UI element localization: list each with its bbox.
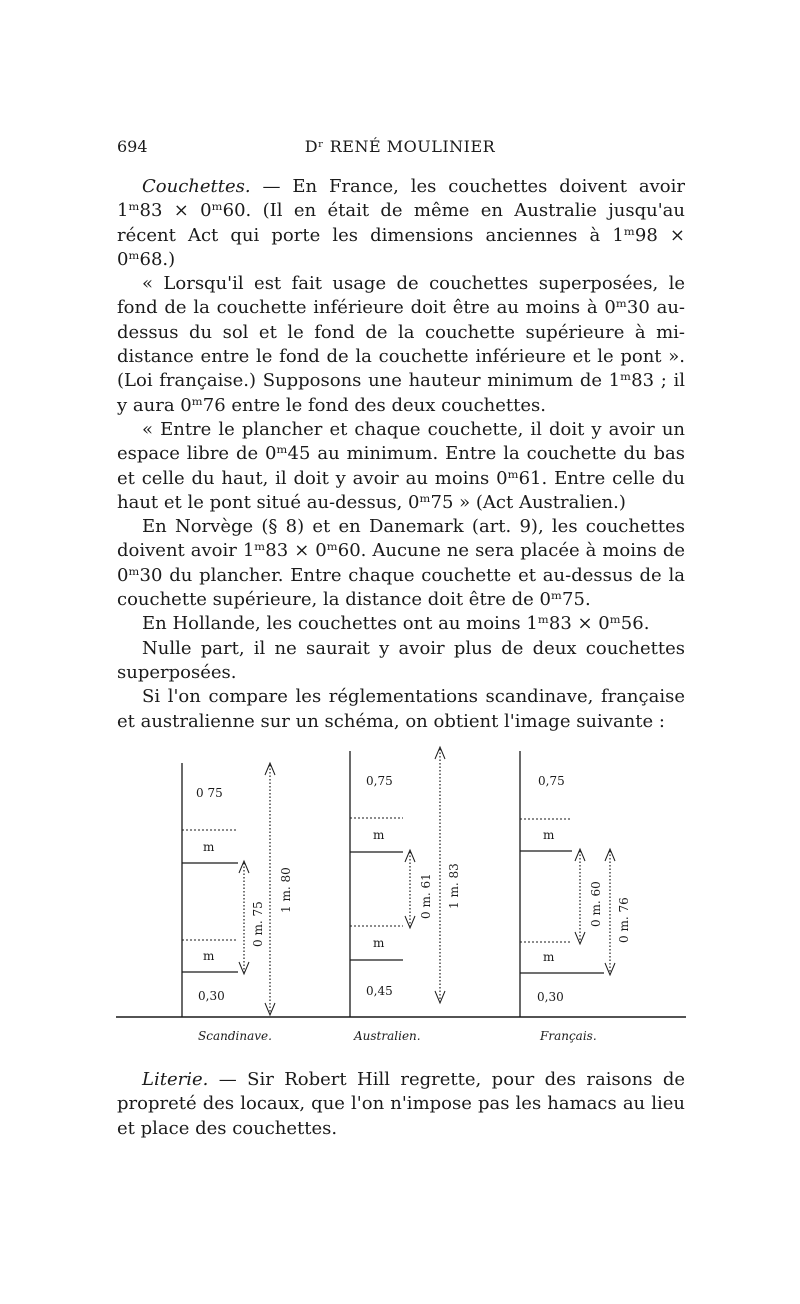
section-heading-couchettes: Couchettes. xyxy=(142,176,251,197)
dimension-label: 0 75 xyxy=(196,786,223,800)
paragraph: Nulle part, il ne saurait y avoir plus de deux couchettes superposées. xyxy=(117,637,685,683)
paragraph-text: — En France, les couchettes doivent avoir 1ᵐ83 × 0ᵐ60. (Il en était de même en Australie jusqu'au récent Act qui porte les dimensions anciennes à 1ᵐ98 × 0ᵐ68.) xyxy=(117,176,685,270)
paragraph-literie xyxy=(117,1068,685,1141)
bunk-label: m xyxy=(543,950,555,964)
dimension-label: 0 m. 61 xyxy=(419,873,433,919)
paragraph: « Lorsqu'il est fait usage de couchettes superposées, le fond de la couchette inférieure doit être au moins à 0ᵐ30 au-dessus du sol et le fond de la couchette supérieure à mi-distance entre le fond de la couchette inférieure et le pont ». (Loi française.) Supposons une hauteur minimum de 1ᵐ83 ; il y aura 0ᵐ76 entre le fond des deux couchettes. xyxy=(117,273,685,416)
arrowhead xyxy=(575,932,585,944)
section-heading-literie: Literie. xyxy=(142,1069,209,1090)
dimension-label: 0 m. 60 xyxy=(589,881,603,927)
paragraph: En Hollande, les couchettes ont au moins 1ᵐ83 × 0ᵐ56. xyxy=(142,613,650,635)
dimension-label: 0 m. 75 xyxy=(251,901,265,947)
schema-panel-scandinave xyxy=(182,763,293,1043)
dimension-label: 1 m. 83 xyxy=(447,863,461,909)
bunk-label: m xyxy=(373,936,385,950)
paragraph: Si l'on compare les réglementations scandinave, française et australienne sur un schéma, on obtient l'image suivante : xyxy=(117,686,685,732)
paragraph-couchettes xyxy=(117,175,685,272)
bunk-label: m xyxy=(203,840,215,854)
main-text-continued xyxy=(117,1068,685,1141)
bunk-schema-figure xyxy=(0,735,800,1055)
page-header xyxy=(0,137,800,159)
dimension-label: 0,75 xyxy=(538,774,565,788)
panel-caption: Français. xyxy=(540,1029,597,1043)
arrowhead xyxy=(265,1003,275,1015)
paragraph-text: — Sir Robert Hill regrette, pour des raisons de propreté des locaux, que l'on n'impose pas les hamacs au lieu et place des couchettes. xyxy=(117,1069,685,1139)
dimension-label: 0 m. 76 xyxy=(617,897,631,943)
dimension-label: 0,45 xyxy=(366,984,393,998)
page-number: 694 xyxy=(117,137,148,156)
schema-panel-francais xyxy=(520,751,631,1043)
schema-panel-australien xyxy=(350,747,461,1043)
dimension-label: 0,30 xyxy=(537,990,564,1004)
bunk-label: m xyxy=(203,949,215,963)
arrowhead xyxy=(605,963,615,975)
bunk-label: m xyxy=(373,828,385,842)
bunk-label: m xyxy=(543,828,555,842)
dimension-label: 1 m. 80 xyxy=(279,867,293,913)
panel-caption: Australien. xyxy=(354,1029,421,1043)
dimension-label: 0,30 xyxy=(198,989,225,1003)
running-title: Dʳ RENÉ MOULINIER xyxy=(304,137,496,156)
main-text xyxy=(117,175,685,734)
panel-caption: Scandinave. xyxy=(198,1029,272,1043)
paragraph: En Norvège (§ 8) et en Danemark (art. 9), les couchettes doivent avoir 1ᵐ83 × 0ᵐ60. Aucune ne sera placée à moins de 0ᵐ30 du plancher. Entre chaque couchette et au-dessus de la couchette supérieure, la distance doit être de 0ᵐ75. xyxy=(117,516,685,611)
arrowhead xyxy=(435,991,445,1003)
paragraph: « Entre le plancher et chaque couchette, il doit y avoir un espace libre de 0ᵐ45 au minimum. Entre la couchette du bas et celle du haut, il doit y avoir au moins 0ᵐ61. Entre celle du haut et le pont situé au-dessus, 0ᵐ75 » (Act Australien.) xyxy=(117,418,685,513)
dimension-label: 0,75 xyxy=(366,774,393,788)
